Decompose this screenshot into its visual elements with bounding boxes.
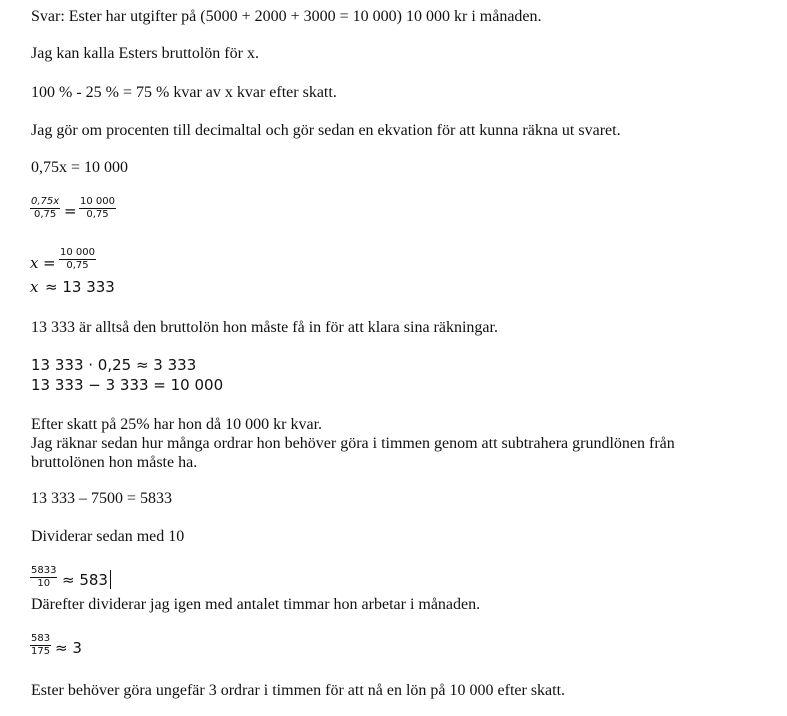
text-cursor (110, 570, 111, 589)
equation-line: 0,75x = 10 000 (31, 159, 129, 176)
fraction-hours (30, 633, 51, 658)
final-line: Ester behöver göra ungefär 3 ordrar i timmen för att nå en lön på 10 000 efter skatt. (31, 682, 566, 699)
answer-line: Svar: Ester har utgifter på (5000 + 2000 + 3000 = 10 000) 10 000 kr i månaden. (31, 8, 542, 25)
approx-result: ≈ 13 333 (45, 278, 115, 296)
fraction-rhs (79, 196, 116, 221)
fraction-numerator: 583 (31, 633, 51, 644)
fraction-numerator: 0,75x (31, 196, 60, 207)
fraction-denominator: 10 (37, 578, 51, 589)
percent-line: 100 % - 25 % = 75 % kvar av x kvar efter skatt. (31, 84, 337, 101)
orders-intro-line-2: bruttolönen hon måste ha. (31, 454, 198, 471)
conclusion-line: 13 333 är alltså den bruttolön hon måste få in för att klara sina räkningar. (31, 319, 498, 336)
fraction-denominator: 0,75 (86, 209, 109, 220)
define-x-line: Jag kan kalla Esters bruttolön för x. (31, 45, 259, 62)
fraction-numerator: 10 000 (60, 247, 95, 258)
orders-intro-line-1: Jag räknar sedan hur många ordrar hon behöver göra i timmen genom att subtrahera grundlönen från (31, 435, 675, 452)
fraction-denominator: 175 (31, 646, 51, 657)
equals-sign: = (43, 254, 56, 272)
equals-sign: = (64, 202, 77, 220)
net-calc-line: 13 333 − 3 333 = 10 000 (31, 376, 224, 394)
hours-intro-line: Därefter dividerar jag igen med antalet timmar hon arbetar i månaden. (31, 596, 481, 613)
after-tax-line: Efter skatt på 25% har hon då 10 000 kr kvar. (31, 416, 323, 433)
variable-x: x (30, 254, 39, 272)
variable-x: x (30, 278, 39, 296)
fraction-numerator: 10 000 (80, 196, 115, 207)
divide-intro-line: Dividerar sedan med 10 (31, 528, 185, 545)
approx-result: ≈ 583 (62, 571, 108, 589)
approx-result: ≈ 3 (55, 639, 82, 657)
fraction-numerator: 5833 (31, 565, 57, 576)
decimal-intro-line: Jag gör om procenten till decimaltal och gör sedan en ekvation för att kunna räkna ut svaret. (31, 122, 621, 139)
fraction-orders (30, 565, 57, 590)
tax-calc-line: 13 333 · 0,25 ≈ 3 333 (31, 356, 197, 374)
fraction-denominator: 0,75 (33, 209, 57, 220)
subtract-line: 13 333 – 7500 = 5833 (31, 490, 173, 507)
fraction-lhs (30, 196, 60, 221)
fraction-solve (59, 247, 96, 272)
fraction-denominator: 0,75 (66, 260, 89, 271)
